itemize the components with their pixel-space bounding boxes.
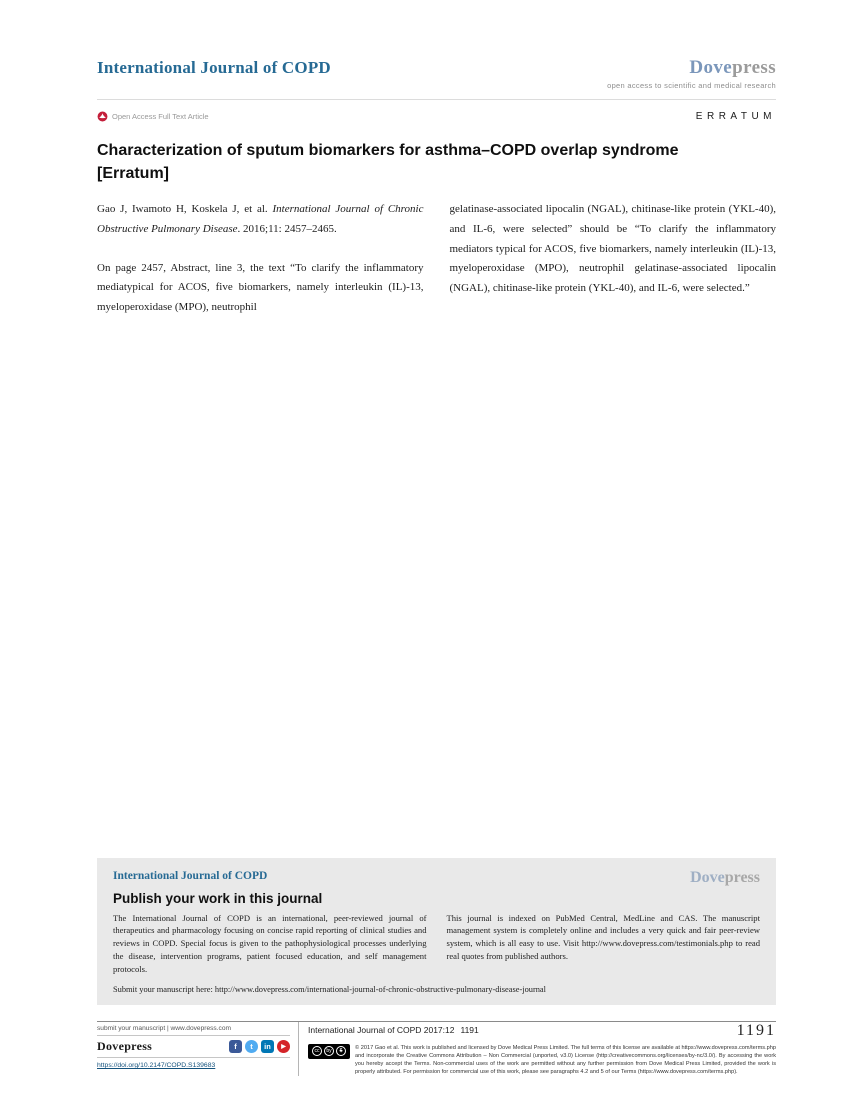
doi-link[interactable]: https://doi.org/10.2147/COPD.S139683	[97, 1061, 216, 1069]
youtube-icon[interactable]: ▶	[277, 1040, 290, 1053]
journal-citation	[308, 1025, 479, 1035]
body-column-left	[97, 200, 424, 317]
page-number: 1191	[736, 1021, 776, 1039]
article-type-label: ERRATUM	[695, 111, 776, 122]
dove-open-access-icon	[97, 111, 108, 122]
journal-description-right: This journal is indexed on PubMed Central, MedLine and CAS. The manuscript management system is completely online and includes a very quick and fair peer-review system, which is all easy to use. Visit http://www.dovepress.com/testimonials.php to read real quotes from published authors.	[446, 912, 760, 962]
citation-text: International Journal of COPD 2017:12	[308, 1024, 455, 1035]
reference-authors: Gao J, Iwamoto H, Koskela J, et al.	[97, 203, 273, 216]
submit-note: submit your manuscript | www.dovepress.com	[97, 1025, 290, 1036]
twitter-icon[interactable]: t	[245, 1040, 258, 1053]
masthead	[97, 58, 776, 90]
cc-nc-icon: $	[336, 1046, 346, 1056]
reference-citation	[97, 200, 424, 239]
citation-page: 1191	[460, 1024, 479, 1035]
footer-logo-row	[97, 1036, 290, 1058]
dovepress-logo-press: press	[732, 57, 776, 78]
license-text: © 2017 Gao et al. This work is published and licensed by Dove Medical Press Limited. The full terms of this license are available at https://www.dovepress.com/terms.php and incorporate the Creative Commons Attribution – Non Commercial (unported, v3.0) License (http://creativecommons.org/licenses/by-nc/3.0/). By accessing the work you hereby accept the Terms. Non-commercial uses of the work are permitted without any further permission from Dove Medical Press Limited, provided the work is properly attributed. For permission for commercial use of this work, please see paragraphs 4.2 and 5 of our Terms (https://www.dovepress.com/terms.php).	[355, 1044, 776, 1075]
article-body	[97, 200, 776, 317]
box-journal-title: International Journal of COPD	[113, 869, 268, 882]
cc-by-icon: by	[324, 1046, 334, 1056]
open-access-tagline: open access to scientific and medical research	[607, 81, 776, 90]
article-title: Characterization of sputum biomarkers for asthma–COPD overlap syndrome [Erratum]	[97, 142, 679, 183]
journal-info-columns	[113, 912, 760, 976]
bottom-left-column	[97, 1022, 299, 1076]
open-access-label: Open Access Full Text Article	[112, 112, 209, 121]
journal-info-box	[97, 858, 776, 1005]
submit-manuscript-link[interactable]: Submit your manuscript here: http://www.dovepress.com/international-journal-of-chronic-obstructive-pulmonary-disease-journal	[113, 984, 546, 994]
license-row	[308, 1044, 776, 1076]
cc-icon: cc	[312, 1046, 322, 1056]
journal-info-box-header	[113, 870, 760, 886]
reference-pages: . 2016;11: 2457–2465.	[237, 222, 337, 235]
article-meta-row	[97, 111, 776, 122]
publish-heading: Publish your work in this journal	[113, 890, 323, 906]
footer-dovepress-logo: Dovepress	[97, 1038, 153, 1053]
header-divider	[97, 99, 776, 100]
reference-journal-name: International Journal of Chronic Obstructive Pulmonary Disease	[97, 203, 424, 235]
linkedin-icon[interactable]: in	[261, 1040, 274, 1053]
dovepress-logo	[607, 58, 776, 77]
facebook-icon[interactable]: f	[229, 1040, 242, 1053]
body-column-right	[450, 200, 777, 317]
bottom-right-column	[299, 1022, 776, 1076]
bottom-bar	[97, 1021, 776, 1076]
cc-license-badge	[308, 1044, 350, 1059]
box-dovepress-logo-dove: Dove	[690, 868, 725, 886]
erratum-text-left: On page 2457, Abstract, line 3, the text “To clarify the inflammatory mediatypical for ACOS, five biomarkers, namely interleukin (IL)-13, myeloperoxidase (MPO), neutrophil	[97, 261, 424, 313]
box-dovepress-logo-press: press	[724, 868, 760, 886]
box-dovepress-logo	[690, 870, 760, 886]
dovepress-logo-dove: Dove	[689, 57, 733, 78]
open-access-row	[97, 111, 209, 122]
masthead-right	[607, 58, 776, 90]
social-icons	[229, 1040, 290, 1053]
citation-row	[308, 1022, 776, 1040]
journal-title: International Journal of COPD	[97, 58, 331, 77]
erratum-text-right: gelatinase-associated lipocalin (NGAL), chitinase-like protein (YKL-40), and IL-6, were selected” should be “To clarify the inflammatory mediators typical for ACOS, five biomarkers, namely interleukin (IL)-13, myeloperoxidase (MPO), neutrophil gelatinase-associated lipocalin (NGAL), chitinase-like protein (YKL-40), and IL-6, were selected.”	[449, 203, 776, 294]
journal-description-left: The International Journal of COPD is an international, peer-reviewed journal of therapeutics and pharmacology focusing on concise rapid reporting of clinical studies and reviews in COPD. Special focus is given to the pathophysiological processes underlying the disease, intervention programs, patient focused education, and self management protocols.	[113, 912, 427, 975]
